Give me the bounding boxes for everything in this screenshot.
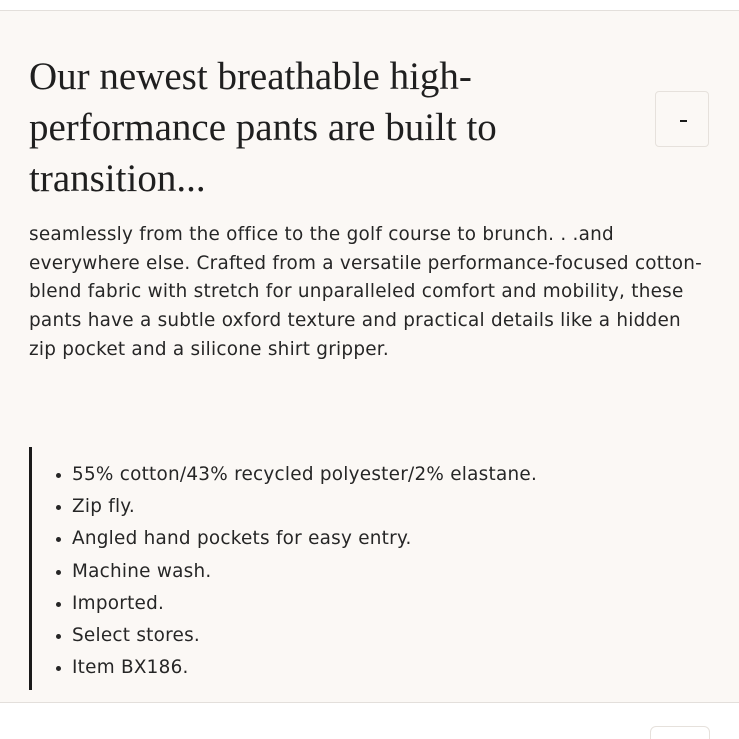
- collapse-toggle-button[interactable]: [655, 91, 709, 147]
- feature-item: [56, 556, 682, 588]
- bullet-icon: [56, 602, 61, 607]
- product-details-accordion-panel: [0, 11, 739, 702]
- bullet-icon: [56, 537, 61, 542]
- feature-item: [56, 491, 682, 523]
- feature-text: 55% cotton/43% recycled polyester/2% elastane.: [72, 464, 538, 485]
- feature-text: Zip fly.: [72, 496, 135, 518]
- feature-text: Angled hand pockets for easy entry.: [72, 528, 412, 550]
- feature-item: [56, 620, 682, 652]
- feature-item: [56, 459, 682, 491]
- feature-list: [32, 459, 682, 684]
- feature-item: [56, 588, 682, 620]
- feature-item: [56, 523, 682, 555]
- bullet-icon: [56, 666, 61, 671]
- bullet-icon: [56, 473, 61, 478]
- bullet-icon: [56, 505, 61, 510]
- bullet-icon: [56, 634, 61, 639]
- feature-text: Item BX186.: [72, 657, 189, 679]
- feature-text: Machine wash.: [72, 560, 212, 582]
- feature-item: [56, 652, 682, 684]
- feature-list-block: [29, 447, 682, 690]
- top-divider: [0, 0, 739, 11]
- minus-icon: [680, 120, 687, 122]
- feature-text: Select stores.: [72, 625, 201, 647]
- bottom-divider: [0, 702, 739, 703]
- bullet-icon: [56, 570, 61, 575]
- accordion-heading: Our newest breathable high-performance pants are built to transition...: [29, 55, 497, 200]
- product-description: seamlessly from the office to the golf course to brunch. . .and everywhere else. Crafted from a versatile performance-focused cotton-blend fabric with stretch for unparalleled comfort and mobility, these pants have a subtle oxford texture and practical details like a hidden zip pocket and a silicone shirt gripper.: [29, 224, 703, 360]
- next-accordion-toggle-button[interactable]: [650, 726, 710, 739]
- feature-text: Imported.: [72, 592, 165, 614]
